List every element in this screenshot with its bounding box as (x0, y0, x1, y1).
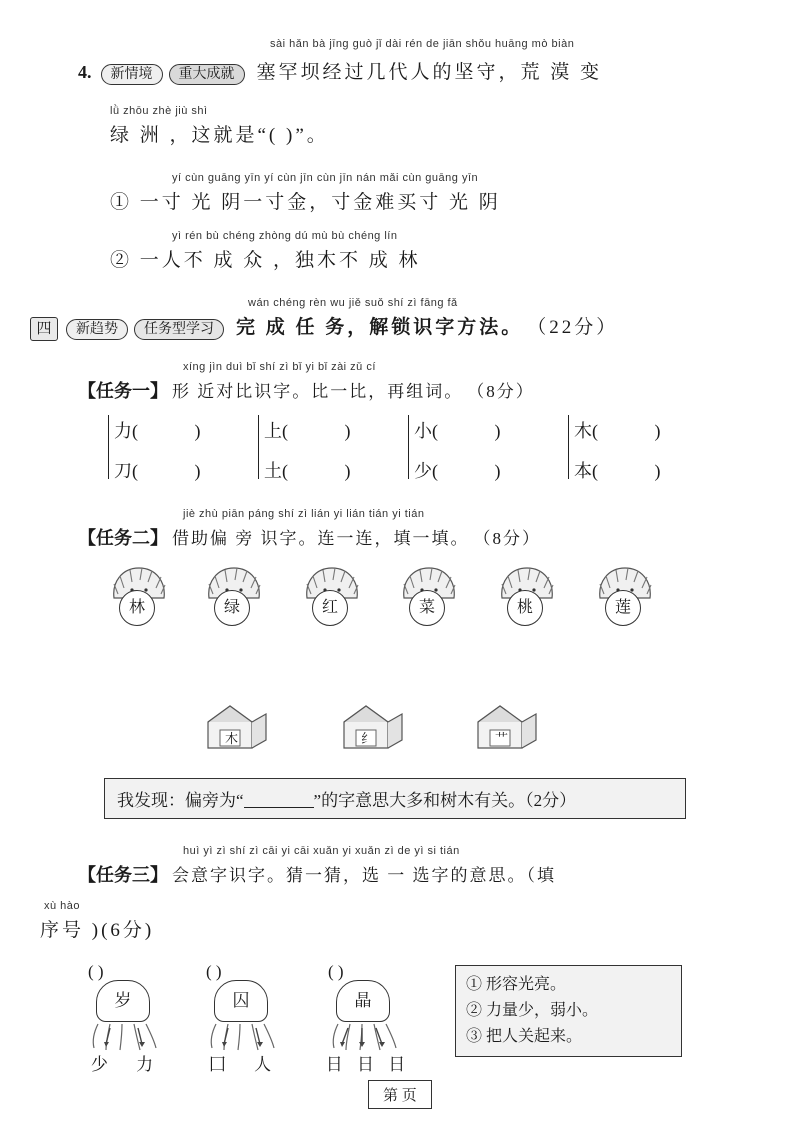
task1-brace-3 (408, 415, 409, 479)
discovery-blank[interactable] (244, 807, 314, 808)
task1-group4-top-char: 木( (574, 421, 598, 441)
hedgehog-3-char: 红 (312, 590, 348, 626)
hedgehog-3[interactable] (301, 564, 363, 626)
task1-group3-top-close: ) (494, 421, 501, 441)
house-3-char: 艹 (495, 731, 509, 746)
char-diagram-3[interactable] (322, 962, 414, 1072)
task1-brace-4 (568, 415, 569, 479)
task1-group4-bottom-close: ) (654, 461, 661, 481)
hedgehog-1[interactable] (108, 564, 170, 626)
task1-label: 【任务一】 (78, 381, 168, 401)
house-2[interactable] (336, 700, 410, 754)
task2-pinyin: jiè zhù piān páng shí zì lián yi lián tián yi tián (183, 508, 425, 520)
q4-option1-text: 一寸 光 阴一寸金，寸金难买寸 光 阴 (139, 192, 501, 213)
task1-header (78, 377, 535, 403)
task1-group1-bottom-char: 刀( (114, 461, 138, 481)
char-diagram-2-parts: 囗 人 (208, 1055, 284, 1074)
char-diagram-3-answer-paren[interactable]: ( ) (328, 962, 344, 981)
char-diagram-2[interactable] (200, 962, 292, 1072)
task2-header (78, 524, 541, 550)
q4-tag-new-context: 新情境 (101, 64, 163, 85)
q4-tag-achievement: 重大成就 (169, 64, 245, 85)
char-diagram-3-parts: 日 日 日 (325, 1055, 411, 1074)
char-diagram-1-parts: 少 力 (90, 1055, 166, 1074)
page-number-label: 第 页 (368, 1080, 432, 1109)
hedgehog-5[interactable] (496, 564, 558, 626)
char-diagram-1-char: 岁 (96, 980, 150, 1022)
char-diagram-1-answer-paren[interactable]: ( ) (88, 962, 104, 981)
tentacles-icon (206, 1018, 286, 1052)
char-diagram-2-char: 囚 (214, 980, 268, 1022)
task1-group3-bottom-close: ) (494, 461, 501, 481)
section4-badge: 四 (30, 317, 58, 341)
task1-group1-bottom (114, 457, 201, 483)
discovery-prefix: 我发现：偏旁为“ (117, 791, 244, 810)
char-diagram-1[interactable] (82, 962, 174, 1072)
task1-group3-bottom (414, 457, 501, 483)
q4-header (78, 57, 602, 85)
q4-option1-marker: ① (110, 192, 133, 213)
tentacles-icon (328, 1018, 408, 1052)
q4-number: 4. (78, 62, 92, 82)
task3-option-3[interactable]: ③ 把人关起来。 (466, 1028, 583, 1045)
char-diagram-3-char: 晶 (336, 980, 390, 1022)
discovery-suffix: ”的字意思大多和树木有关。 (313, 791, 526, 810)
section4-title: 完 成 任 务，解锁识字方法。 (236, 317, 524, 338)
task1-group3-top (414, 417, 501, 443)
task1-group3-bottom-char: 少( (414, 461, 438, 481)
q4-pinyin-line1: sài hǎn bà jīng guò jǐ dài rén de jiān shǒu huāng mò biàn (270, 38, 575, 50)
q4-text-line1: 塞罕坝经过几代人的坚守，荒 漠 变 (256, 62, 603, 83)
task3-option-1[interactable]: ① 形容光亮。 (466, 976, 567, 993)
task1-group4-top (574, 417, 661, 443)
task3-text2: 序号 )(6分) (40, 920, 155, 941)
hedgehog-4[interactable] (398, 564, 460, 626)
task1-score: （8分） (467, 382, 535, 401)
q4-option2-marker: ② (110, 250, 133, 271)
house-3[interactable] (470, 700, 544, 754)
section4-score: （22分） (527, 317, 619, 338)
house-1[interactable] (200, 700, 274, 754)
task1-brace-1 (108, 415, 109, 479)
section4-pinyin: wán chéng rèn wu jiě suǒ shí zì fāng fǎ (248, 297, 458, 309)
tentacles-icon (88, 1018, 168, 1052)
task1-group2-top-char: 上( (264, 421, 288, 441)
task1-pinyin: xíng jìn duì bǐ shí zì bǐ yi bǐ zài zǔ cí (183, 361, 376, 373)
task3-label: 【任务三】 (78, 865, 168, 885)
task1-brace-2 (258, 415, 259, 479)
task1-group1-top (114, 417, 201, 443)
hedgehog-2-char: 绿 (214, 590, 250, 626)
task1-group4-bottom (574, 457, 661, 483)
task1-group3-top-char: 小( (414, 421, 438, 441)
hedgehog-5-char: 桃 (507, 590, 543, 626)
task1-group1-bottom-close: ) (194, 461, 201, 481)
task2-score: （8分） (473, 529, 541, 548)
house-2-char: 纟 (361, 731, 375, 746)
task1-group4-top-close: ) (654, 421, 661, 441)
q4-option2-pinyin: yì rén bù chéng zhòng dú mù bù chéng lín (172, 230, 398, 242)
task1-group2-bottom-char: 土( (264, 461, 288, 481)
task1-group2-bottom-close: ) (344, 461, 351, 481)
q4-option1-pinyin: yí cùn guāng yīn yí cùn jīn cùn jīn nán mǎi cùn guāng yīn (172, 172, 479, 184)
task3-text: 会意字识字。猜一猜，选 一 选字的意思。（填 (172, 866, 556, 885)
task3-options-box (455, 965, 682, 1057)
task1-group2-bottom (264, 457, 351, 483)
task1-group2-top (264, 417, 351, 443)
q4-pinyin-line2: lǜ zhōu zhè jiù shì (110, 105, 208, 117)
hedgehog-2[interactable] (203, 564, 265, 626)
task3-pinyin: huì yì zì shí zì cāi yi cāi xuǎn yi xuǎn zì de yì si tián (183, 845, 460, 857)
hedgehog-4-char: 菜 (409, 590, 445, 626)
task1-text: 形 近对比识字。比一比，再组词。 (172, 382, 464, 401)
hedgehog-6[interactable] (594, 564, 656, 626)
task1-group1-top-close: ) (194, 421, 201, 441)
q4-option2[interactable] (110, 245, 421, 272)
task2-label: 【任务二】 (78, 528, 168, 548)
task2-text: 借助偏 旁 识字。连一连，填一填。 (172, 529, 470, 548)
house-1-char: 木 (225, 731, 239, 746)
task1-group4-bottom-char: 本( (574, 461, 598, 481)
hedgehog-1-char: 林 (119, 590, 155, 626)
q4-text-line2: 绿 洲 ，这就是“( )”。 (110, 125, 329, 146)
section4-tag-trend: 新趋势 (66, 319, 128, 340)
task3-header (78, 861, 556, 887)
q4-option2-text: 一人不 成 众 ，独木不 成 林 (139, 250, 421, 271)
char-diagram-2-answer-paren[interactable]: ( ) (206, 962, 222, 981)
discovery-box (104, 778, 686, 819)
task3-option-2[interactable]: ② 力量少，弱小。 (466, 1002, 599, 1019)
task1-group1-top-char: 力( (114, 421, 138, 441)
section4-tag-task-learning: 任务型学习 (134, 319, 224, 340)
hedgehog-6-char: 莲 (605, 590, 641, 626)
discovery-score: （2分） (525, 791, 577, 810)
task3-pinyin2: xù hào (44, 900, 81, 912)
task1-group2-top-close: ) (344, 421, 351, 441)
q4-option1[interactable] (110, 187, 501, 214)
section4-header (30, 312, 618, 341)
